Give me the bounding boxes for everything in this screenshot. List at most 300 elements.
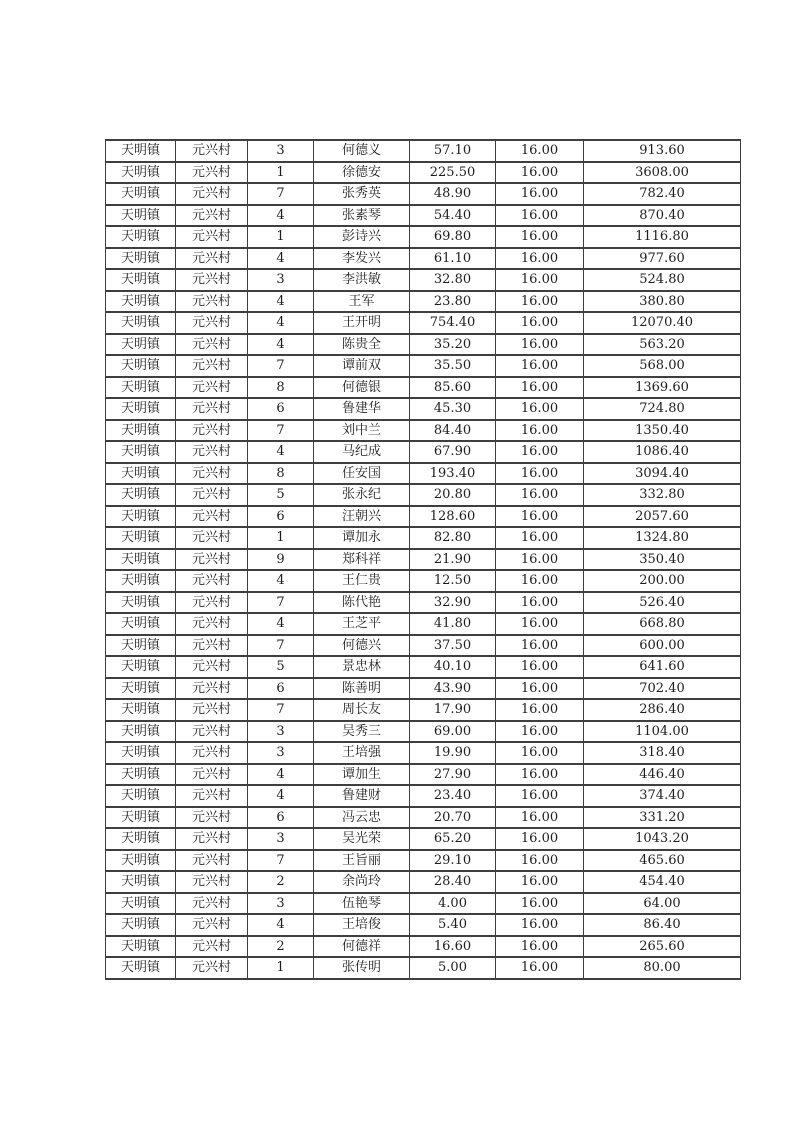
table-cell: 天明镇	[106, 463, 176, 485]
table-row	[106, 205, 741, 227]
table-cell: 7	[248, 635, 314, 657]
table-cell: 元兴村	[176, 635, 248, 657]
table-cell: 16.00	[496, 678, 584, 700]
table-cell: 余尚玲	[314, 871, 410, 893]
table-cell: 1	[248, 527, 314, 549]
table-cell: 16.00	[496, 613, 584, 635]
table-cell: 16.00	[496, 506, 584, 528]
table-cell: 1116.80	[584, 226, 741, 248]
table-row	[106, 742, 741, 764]
table-cell: 2057.60	[584, 506, 741, 528]
table-cell: 1086.40	[584, 441, 741, 463]
table-cell: 4.00	[410, 893, 496, 915]
table-cell: 3	[248, 828, 314, 850]
table-cell: 16.00	[496, 377, 584, 399]
table-cell: 周长友	[314, 699, 410, 721]
table-cell: 16.00	[496, 850, 584, 872]
table-cell: 天明镇	[106, 957, 176, 979]
table-cell: 马纪成	[314, 441, 410, 463]
table-cell: 16.00	[496, 334, 584, 356]
table-cell: 元兴村	[176, 484, 248, 506]
table-cell: 4	[248, 570, 314, 592]
table-cell: 1104.00	[584, 721, 741, 743]
table-cell: 天明镇	[106, 678, 176, 700]
table-cell: 16.60	[410, 936, 496, 958]
table-cell: 16.00	[496, 893, 584, 915]
table-cell: 16.00	[496, 656, 584, 678]
table-cell: 724.80	[584, 398, 741, 420]
table-cell: 王旨丽	[314, 850, 410, 872]
table-cell: 元兴村	[176, 592, 248, 614]
table-cell: 王军	[314, 291, 410, 313]
table-cell: 何德义	[314, 140, 410, 162]
table-cell: 5.00	[410, 957, 496, 979]
table-cell: 元兴村	[176, 914, 248, 936]
table-cell: 元兴村	[176, 398, 248, 420]
table-cell: 465.60	[584, 850, 741, 872]
table-cell: 王开明	[314, 312, 410, 334]
table-cell: 563.20	[584, 334, 741, 356]
table-cell: 元兴村	[176, 355, 248, 377]
table-cell: 天明镇	[106, 355, 176, 377]
table-cell: 524.80	[584, 269, 741, 291]
table-row	[106, 506, 741, 528]
table-cell: 王培强	[314, 742, 410, 764]
table-cell: 16.00	[496, 463, 584, 485]
table-cell: 景忠林	[314, 656, 410, 678]
table-cell: 天明镇	[106, 162, 176, 184]
table-cell: 元兴村	[176, 377, 248, 399]
table-cell: 谭加生	[314, 764, 410, 786]
table-cell: 16.00	[496, 248, 584, 270]
table-cell: 454.40	[584, 871, 741, 893]
table-cell: 天明镇	[106, 871, 176, 893]
table-cell: 16.00	[496, 828, 584, 850]
table-cell: 265.60	[584, 936, 741, 958]
table-cell: 7	[248, 699, 314, 721]
subsidy-table	[105, 139, 741, 980]
table-cell: 7	[248, 420, 314, 442]
table-cell: 2	[248, 871, 314, 893]
table-row	[106, 871, 741, 893]
table-row	[106, 656, 741, 678]
table-cell: 元兴村	[176, 807, 248, 829]
table-cell: 702.40	[584, 678, 741, 700]
table-cell: 彭诗兴	[314, 226, 410, 248]
table-cell: 2	[248, 936, 314, 958]
table-cell: 5	[248, 656, 314, 678]
table-cell: 29.10	[410, 850, 496, 872]
table-cell: 元兴村	[176, 312, 248, 334]
table-cell: 元兴村	[176, 226, 248, 248]
table-cell: 天明镇	[106, 914, 176, 936]
table-cell: 4	[248, 764, 314, 786]
table-cell: 4	[248, 291, 314, 313]
table-cell: 16.00	[496, 635, 584, 657]
table-row	[106, 850, 741, 872]
table-cell: 1350.40	[584, 420, 741, 442]
table-row	[106, 377, 741, 399]
table-cell: 刘中兰	[314, 420, 410, 442]
table-row	[106, 936, 741, 958]
table-cell: 86.40	[584, 914, 741, 936]
table-row	[106, 140, 741, 162]
table-cell: 天明镇	[106, 936, 176, 958]
table-cell: 吴光荣	[314, 828, 410, 850]
table-cell: 6	[248, 678, 314, 700]
table-cell: 16.00	[496, 162, 584, 184]
table-cell: 王培俊	[314, 914, 410, 936]
table-cell: 332.80	[584, 484, 741, 506]
table-row	[106, 699, 741, 721]
table-cell: 3	[248, 721, 314, 743]
table-cell: 82.80	[410, 527, 496, 549]
table-cell: 568.00	[584, 355, 741, 377]
table-row	[106, 527, 741, 549]
table-cell: 4	[248, 248, 314, 270]
table-cell: 43.90	[410, 678, 496, 700]
table-row	[106, 484, 741, 506]
table-cell: 4	[248, 312, 314, 334]
table-cell: 16.00	[496, 527, 584, 549]
table-cell: 446.40	[584, 764, 741, 786]
table-cell: 16.00	[496, 914, 584, 936]
table-cell: 元兴村	[176, 463, 248, 485]
table-cell: 16.00	[496, 936, 584, 958]
table-cell: 天明镇	[106, 248, 176, 270]
table-cell: 27.90	[410, 764, 496, 786]
table-cell: 冯云忠	[314, 807, 410, 829]
table-cell: 20.80	[410, 484, 496, 506]
table-cell: 元兴村	[176, 248, 248, 270]
table-row	[106, 183, 741, 205]
table-cell: 3094.40	[584, 463, 741, 485]
table-cell: 元兴村	[176, 162, 248, 184]
table-row	[106, 463, 741, 485]
table-cell: 318.40	[584, 742, 741, 764]
table-cell: 1369.60	[584, 377, 741, 399]
table-cell: 4	[248, 205, 314, 227]
table-row	[106, 570, 741, 592]
table-cell: 16.00	[496, 742, 584, 764]
table-cell: 伍艳琴	[314, 893, 410, 915]
table-cell: 元兴村	[176, 721, 248, 743]
table-row	[106, 893, 741, 915]
table-cell: 元兴村	[176, 140, 248, 162]
table-cell: 1043.20	[584, 828, 741, 850]
table-cell: 380.80	[584, 291, 741, 313]
table-cell: 16.00	[496, 398, 584, 420]
table-cell: 天明镇	[106, 721, 176, 743]
table-row	[106, 678, 741, 700]
table-cell: 17.90	[410, 699, 496, 721]
table-cell: 元兴村	[176, 871, 248, 893]
table-row	[106, 635, 741, 657]
table-cell: 16.00	[496, 441, 584, 463]
table-row	[106, 914, 741, 936]
table-row	[106, 957, 741, 979]
table-cell: 元兴村	[176, 506, 248, 528]
table-cell: 20.70	[410, 807, 496, 829]
table-cell: 天明镇	[106, 183, 176, 205]
table-cell: 天明镇	[106, 205, 176, 227]
table-cell: 12.50	[410, 570, 496, 592]
table-cell: 元兴村	[176, 205, 248, 227]
table-row	[106, 592, 741, 614]
table-cell: 8	[248, 463, 314, 485]
table-cell: 天明镇	[106, 484, 176, 506]
table-cell: 668.80	[584, 613, 741, 635]
table-cell: 元兴村	[176, 613, 248, 635]
table-cell: 16.00	[496, 269, 584, 291]
table-cell: 32.80	[410, 269, 496, 291]
table-cell: 天明镇	[106, 334, 176, 356]
table-cell: 元兴村	[176, 850, 248, 872]
table-cell: 陈贵全	[314, 334, 410, 356]
table-cell: 王芝平	[314, 613, 410, 635]
table-cell: 7	[248, 355, 314, 377]
table-row	[106, 785, 741, 807]
table-cell: 天明镇	[106, 570, 176, 592]
table-cell: 16.00	[496, 183, 584, 205]
table-cell: 徐德安	[314, 162, 410, 184]
table-cell: 16.00	[496, 807, 584, 829]
table-cell: 32.90	[410, 592, 496, 614]
table-cell: 35.20	[410, 334, 496, 356]
table-cell: 12070.40	[584, 312, 741, 334]
table-cell: 任安国	[314, 463, 410, 485]
table-cell: 16.00	[496, 592, 584, 614]
table-cell: 23.80	[410, 291, 496, 313]
table-cell: 元兴村	[176, 893, 248, 915]
table-cell: 何德银	[314, 377, 410, 399]
table-cell: 16.00	[496, 140, 584, 162]
table-cell: 6	[248, 506, 314, 528]
table-cell: 元兴村	[176, 785, 248, 807]
table-cell: 谭加永	[314, 527, 410, 549]
table-cell: 天明镇	[106, 377, 176, 399]
table-cell: 21.90	[410, 549, 496, 571]
table-cell: 天明镇	[106, 140, 176, 162]
table-cell: 1324.80	[584, 527, 741, 549]
table-cell: 郑科祥	[314, 549, 410, 571]
table-cell: 7	[248, 183, 314, 205]
table-cell: 193.40	[410, 463, 496, 485]
table-cell: 元兴村	[176, 678, 248, 700]
table-cell: 200.00	[584, 570, 741, 592]
table-cell: 84.40	[410, 420, 496, 442]
table-cell: 天明镇	[106, 291, 176, 313]
table-cell: 元兴村	[176, 183, 248, 205]
table-row	[106, 355, 741, 377]
table-cell: 782.40	[584, 183, 741, 205]
table-cell: 16.00	[496, 484, 584, 506]
table-cell: 870.40	[584, 205, 741, 227]
table-row	[106, 549, 741, 571]
table-cell: 天明镇	[106, 699, 176, 721]
table-cell: 1	[248, 957, 314, 979]
table-row	[106, 162, 741, 184]
table-cell: 19.90	[410, 742, 496, 764]
table-cell: 5.40	[410, 914, 496, 936]
table-cell: 天明镇	[106, 441, 176, 463]
table-row	[106, 807, 741, 829]
table-cell: 天明镇	[106, 269, 176, 291]
table-cell: 286.40	[584, 699, 741, 721]
table-cell: 元兴村	[176, 957, 248, 979]
table-row	[106, 441, 741, 463]
table-cell: 48.90	[410, 183, 496, 205]
table-cell: 16.00	[496, 785, 584, 807]
table-cell: 754.40	[410, 312, 496, 334]
table-row	[106, 269, 741, 291]
table-cell: 4	[248, 613, 314, 635]
table-cell: 16.00	[496, 312, 584, 334]
table-row	[106, 334, 741, 356]
table-row	[106, 420, 741, 442]
table-cell: 鲁建华	[314, 398, 410, 420]
table-cell: 16.00	[496, 549, 584, 571]
table-cell: 3	[248, 269, 314, 291]
table-row	[106, 291, 741, 313]
table-cell: 张素琴	[314, 205, 410, 227]
table-cell: 陈善明	[314, 678, 410, 700]
table-cell: 陈代艳	[314, 592, 410, 614]
table-cell: 54.40	[410, 205, 496, 227]
table-cell: 张永纪	[314, 484, 410, 506]
table-cell: 225.50	[410, 162, 496, 184]
table-cell: 4	[248, 914, 314, 936]
table-cell: 天明镇	[106, 850, 176, 872]
table-cell: 天明镇	[106, 893, 176, 915]
table-cell: 天明镇	[106, 312, 176, 334]
table-cell: 67.90	[410, 441, 496, 463]
table-cell: 鲁建财	[314, 785, 410, 807]
table-cell: 1	[248, 162, 314, 184]
table-cell: 李洪敏	[314, 269, 410, 291]
table-cell: 23.40	[410, 785, 496, 807]
table-cell: 天明镇	[106, 635, 176, 657]
table-cell: 57.10	[410, 140, 496, 162]
table-cell: 41.80	[410, 613, 496, 635]
table-cell: 元兴村	[176, 764, 248, 786]
table-row	[106, 398, 741, 420]
table-cell: 80.00	[584, 957, 741, 979]
table-cell: 谭前双	[314, 355, 410, 377]
table-cell: 37.50	[410, 635, 496, 657]
table-row	[106, 828, 741, 850]
table-cell: 16.00	[496, 957, 584, 979]
table-cell: 4	[248, 785, 314, 807]
table-cell: 元兴村	[176, 936, 248, 958]
table-cell: 天明镇	[106, 527, 176, 549]
table-cell: 天明镇	[106, 656, 176, 678]
subsidy-table-body	[106, 140, 741, 979]
table-cell: 16.00	[496, 871, 584, 893]
table-cell: 元兴村	[176, 269, 248, 291]
table-cell: 4	[248, 334, 314, 356]
table-cell: 40.10	[410, 656, 496, 678]
table-cell: 何德兴	[314, 635, 410, 657]
table-cell: 3608.00	[584, 162, 741, 184]
table-cell: 16.00	[496, 291, 584, 313]
table-cell: 天明镇	[106, 506, 176, 528]
table-cell: 元兴村	[176, 334, 248, 356]
table-cell: 64.00	[584, 893, 741, 915]
table-cell: 913.60	[584, 140, 741, 162]
table-cell: 69.80	[410, 226, 496, 248]
table-row	[106, 721, 741, 743]
table-cell: 5	[248, 484, 314, 506]
table-cell: 65.20	[410, 828, 496, 850]
table-cell: 李发兴	[314, 248, 410, 270]
table-cell: 元兴村	[176, 742, 248, 764]
table-cell: 元兴村	[176, 570, 248, 592]
table-cell: 吴秀三	[314, 721, 410, 743]
table-cell: 7	[248, 850, 314, 872]
table-cell: 61.10	[410, 248, 496, 270]
table-cell: 16.00	[496, 699, 584, 721]
table-cell: 8	[248, 377, 314, 399]
table-cell: 汪朝兴	[314, 506, 410, 528]
table-cell: 张传明	[314, 957, 410, 979]
table-cell: 16.00	[496, 420, 584, 442]
table-cell: 1	[248, 226, 314, 248]
table-cell: 王仁贵	[314, 570, 410, 592]
table-cell: 526.40	[584, 592, 741, 614]
table-cell: 16.00	[496, 226, 584, 248]
table-cell: 977.60	[584, 248, 741, 270]
table-cell: 天明镇	[106, 785, 176, 807]
table-cell: 天明镇	[106, 420, 176, 442]
table-cell: 28.40	[410, 871, 496, 893]
table-cell: 35.50	[410, 355, 496, 377]
table-cell: 374.40	[584, 785, 741, 807]
table-cell: 天明镇	[106, 226, 176, 248]
table-cell: 641.60	[584, 656, 741, 678]
table-cell: 天明镇	[106, 549, 176, 571]
table-cell: 3	[248, 140, 314, 162]
table-cell: 7	[248, 592, 314, 614]
table-cell: 16.00	[496, 764, 584, 786]
table-cell: 16.00	[496, 355, 584, 377]
table-cell: 元兴村	[176, 291, 248, 313]
table-row	[106, 248, 741, 270]
table-cell: 16.00	[496, 570, 584, 592]
table-cell: 元兴村	[176, 699, 248, 721]
table-cell: 69.00	[410, 721, 496, 743]
table-cell: 6	[248, 807, 314, 829]
table-cell: 600.00	[584, 635, 741, 657]
table-cell: 85.60	[410, 377, 496, 399]
table-cell: 16.00	[496, 205, 584, 227]
table-cell: 元兴村	[176, 441, 248, 463]
table-cell: 天明镇	[106, 828, 176, 850]
table-row	[106, 764, 741, 786]
table-cell: 45.30	[410, 398, 496, 420]
table-cell: 天明镇	[106, 398, 176, 420]
table-cell: 3	[248, 893, 314, 915]
table-cell: 9	[248, 549, 314, 571]
table-row	[106, 226, 741, 248]
table-cell: 3	[248, 742, 314, 764]
table-cell: 天明镇	[106, 742, 176, 764]
table-cell: 元兴村	[176, 656, 248, 678]
table-row	[106, 613, 741, 635]
table-cell: 350.40	[584, 549, 741, 571]
table-cell: 331.20	[584, 807, 741, 829]
table-cell: 天明镇	[106, 613, 176, 635]
